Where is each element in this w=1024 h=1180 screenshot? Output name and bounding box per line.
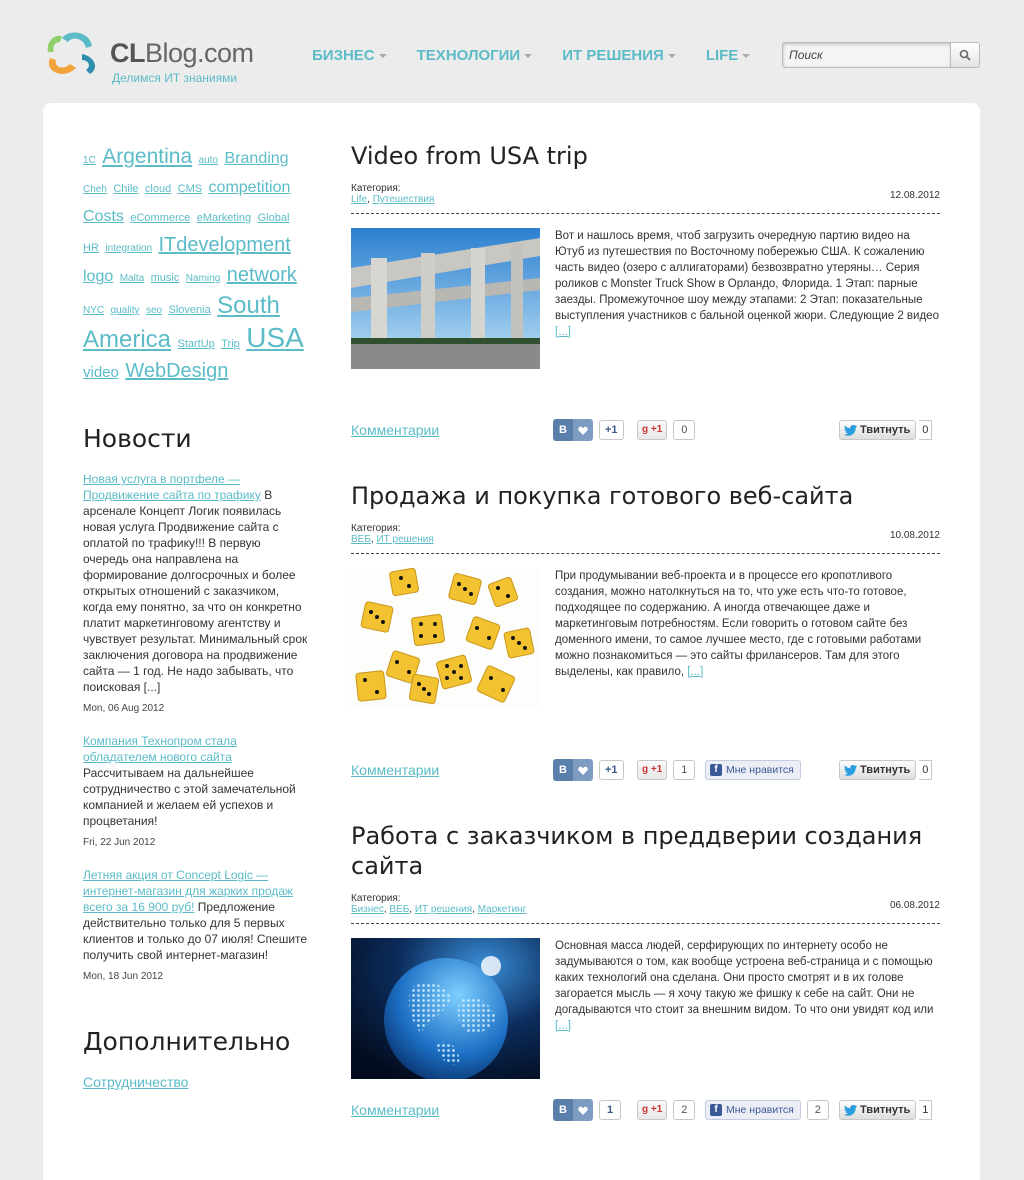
twitter-bird-icon [844, 425, 857, 436]
tag-link[interactable]: America [83, 326, 172, 353]
post-categories: Бизнес, ВЕБ, ИТ решения, Маркетинг [351, 904, 527, 915]
vk-like-count: +1 [599, 760, 624, 780]
tag-link[interactable]: Argentina [102, 145, 193, 168]
tag-link[interactable]: Slovenia [168, 304, 211, 316]
tweet-count: 0 [919, 760, 932, 780]
tag-link[interactable]: 1C [83, 155, 96, 166]
news-item [83, 471, 308, 717]
tag-link[interactable]: music [150, 272, 180, 284]
tag-link[interactable]: cloud [144, 183, 172, 195]
tag-link[interactable]: Chile [113, 183, 139, 195]
news-item [83, 733, 308, 851]
vk-like-button[interactable] [553, 419, 624, 441]
google-plus-count: 2 [673, 1100, 695, 1120]
tag-link[interactable]: Costs [83, 208, 124, 225]
post-categories: ВЕБ, ИТ решения [351, 534, 434, 545]
read-more-link[interactable]: [...] [555, 326, 571, 338]
nav-tehnologii[interactable]: ТЕХНОЛОГИИ [417, 47, 533, 64]
logo-title: CLBlog.com [110, 38, 254, 68]
category-link[interactable]: Путешествия [372, 194, 435, 205]
search-button[interactable] [950, 42, 980, 68]
google-plus-button[interactable] [637, 759, 695, 781]
tag-link[interactable]: eMarketing [196, 212, 252, 224]
tag-cloud [83, 143, 308, 386]
tag-link[interactable]: auto [198, 155, 219, 166]
news-link[interactable]: Компания Технопром стала обладателем нового сайта [83, 734, 237, 764]
tweet-count: 0 [919, 420, 932, 440]
tweet-button[interactable] [839, 1099, 932, 1121]
tweet-button-label: Твитнуть [839, 1100, 916, 1120]
category-link[interactable]: ИТ решения [414, 904, 473, 915]
tag-link[interactable]: video [83, 364, 119, 381]
post-social-bar [351, 1099, 940, 1123]
tag-link[interactable]: integration [105, 243, 153, 254]
post-date: 06.08.2012 [889, 900, 940, 911]
tweet-button-label: Твитнуть [839, 420, 916, 440]
post-title[interactable] [351, 481, 940, 511]
tweet-button-label: Твитнуть [839, 760, 916, 780]
post-body [351, 228, 940, 369]
post-meta [351, 183, 940, 214]
tweet-button[interactable] [839, 419, 932, 441]
google-plus-button[interactable] [637, 419, 695, 441]
post-body [351, 568, 940, 709]
comments-link[interactable]: Комментарии [351, 762, 440, 778]
post-meta [351, 523, 940, 554]
news-link[interactable]: Летняя акция от Concept Logic — интернет-магазин для жарких продаж всего за 16 900 руб! [83, 868, 293, 914]
category-link[interactable]: Бизнес [351, 904, 384, 915]
news-date: Mon, 06 Aug 2012 [83, 703, 165, 714]
post-title-link[interactable]: Video from USA trip [351, 142, 588, 170]
heart-icon [573, 759, 593, 781]
tag-link[interactable]: competition [208, 179, 291, 196]
news-link[interactable]: Новая услуга в портфеле — Продвижение сайта по трафику [83, 472, 261, 502]
tag-link[interactable]: Naming [185, 273, 221, 284]
post [351, 821, 940, 1161]
main-nav [312, 47, 750, 64]
news-text: Рассчитываем на дальнейшее сотрудничество с этой замечательной компанией и желаем ей успехов и процветания! [83, 766, 296, 828]
vk-logo-icon: В [553, 759, 573, 781]
search-form [782, 42, 980, 68]
heart-icon [573, 419, 593, 441]
tag-link[interactable]: CMS [177, 183, 203, 195]
post-excerpt: При продумывании веб-проекта и в процессе его кропотливого создания, можно натолкнуться на то, что уже есть что-то готовое, подходящее по содержанию. А иногда отвечающее даже и маркетинговым потребностям. Если говорить о готовом сайте без доменного имени, то самое лучшее место, где с готовыми работами можно познакомиться — это сайты фрилансеров. Там для этого выделены, как правило, [...] [555, 570, 922, 678]
vk-logo-icon: В [553, 1099, 573, 1121]
tag-link[interactable]: NYC [83, 305, 105, 316]
vk-like-button[interactable] [553, 759, 624, 781]
comments-link[interactable]: Комментарии [351, 1102, 440, 1118]
twitter-bird-icon [844, 1105, 857, 1116]
tweet-button[interactable] [839, 759, 932, 781]
post-title[interactable] [351, 821, 940, 881]
post-meta [351, 893, 940, 924]
search-input[interactable] [782, 42, 952, 68]
facebook-like-button[interactable] [705, 1099, 829, 1121]
tag-link[interactable]: HR [83, 242, 99, 254]
post [351, 141, 940, 481]
category-link[interactable]: ВЕБ [351, 534, 371, 545]
cooperation-link[interactable]: Сотрудничество [83, 1074, 189, 1090]
news-date: Fri, 22 Jun 2012 [83, 837, 156, 848]
post-social-bar [351, 759, 940, 783]
post-title[interactable] [351, 141, 940, 171]
news-text: Предложение действительно только для 5 первых клиентов и только до 07 июля! Спешите получить свой интернет-магазин! [83, 900, 308, 962]
google-plus-icon: g +1 [637, 420, 667, 440]
post-thumbnail-globe[interactable] [351, 938, 540, 1079]
post-excerpt: Основная масса людей, серфирующих по интернету особо не задумываются о том, как вообще устроена веб-страница и с помощью каких технологий она сделана. Они просто смотрят и в их голове загорается мысль — я хочу такую же фишку к себе на сайт. Они не догадываются что стоит за внешним видом. То что они увидят код или [...] [555, 940, 934, 1032]
post-thumbnail-dice[interactable] [351, 568, 540, 709]
logo-subtitle: Делимся ИТ знаниями [112, 71, 238, 85]
post-title-link[interactable]: Работа с заказчиком в преддверии создания сайта [351, 822, 923, 880]
category-label: Категория: [351, 893, 401, 904]
tag-link[interactable]: Global [257, 212, 290, 224]
google-plus-icon: g +1 [637, 760, 667, 780]
facebook-like-button[interactable] [705, 759, 801, 781]
chevron-down-icon [379, 54, 387, 58]
tag-link[interactable]: network [226, 264, 297, 286]
post-body [351, 938, 940, 1079]
category-link[interactable]: Маркетинг [477, 904, 527, 915]
post-list [351, 141, 940, 1161]
news-heading: Новости [83, 424, 192, 453]
vk-like-count: 1 [599, 1100, 621, 1120]
google-plus-count: 1 [673, 760, 695, 780]
tag-link[interactable]: seo [145, 305, 163, 316]
post-social-bar [351, 419, 940, 443]
tag-link[interactable]: South [217, 292, 280, 319]
chevron-down-icon [668, 54, 676, 58]
extra-heading: Дополнительно [83, 1027, 291, 1056]
nav-life[interactable]: LIFE [706, 47, 751, 64]
site-header [0, 0, 1024, 100]
post [351, 481, 940, 821]
category-link[interactable]: ИТ решения [376, 534, 434, 545]
content-panel [43, 103, 980, 1180]
facebook-icon: f [710, 764, 722, 776]
tag-link[interactable]: ITdevelopment [158, 234, 291, 256]
news-text: В арсенале Концепт Логик появилась новая услуга Продвижение сайта с оплатой по трафику!!! В первую очередь она направлена на формирование долгосрочных и более открытых отношений с заказчиком, когда ему понятно, за что он конкретно платит маркетинговому агентству и чувствует результат. Минимальный срок заключения договора на продвижение сайта — 1 год. Не надо забывать, что поисковая [...] [83, 488, 308, 694]
tag-link[interactable]: StartUp [177, 338, 215, 350]
facebook-like-count: 2 [807, 1100, 829, 1120]
tag-link[interactable]: quality [110, 305, 140, 316]
news-date: Mon, 18 Jun 2012 [83, 971, 164, 982]
tag-link[interactable]: WebDesign [125, 360, 229, 382]
category-link[interactable]: ВЕБ [389, 904, 410, 915]
post-date: 12.08.2012 [889, 190, 940, 201]
facebook-like-label: f Мне нравится [705, 1100, 801, 1120]
site-logo[interactable] [42, 28, 254, 88]
facebook-like-label: f Мне нравится [705, 760, 801, 780]
search-icon [959, 49, 971, 61]
tag-link[interactable]: eCommerce [130, 212, 191, 224]
news-item [83, 867, 308, 985]
google-plus-button[interactable] [637, 1099, 695, 1121]
chevron-down-icon [742, 54, 750, 58]
chevron-down-icon [524, 54, 532, 58]
google-plus-icon: g +1 [637, 1100, 667, 1120]
category-label: Категория: [351, 183, 401, 194]
category-label: Категория: [351, 523, 401, 534]
nav-it-resheniya[interactable]: ИТ РЕШЕНИЯ [562, 47, 676, 64]
post-categories: Life, Путешествия [351, 194, 435, 205]
vk-logo-icon: В [553, 419, 573, 441]
comments-link[interactable]: Комментарии [351, 422, 440, 438]
tag-link[interactable]: USA [246, 322, 304, 353]
tag-link[interactable]: Trip [221, 338, 240, 350]
tag-link[interactable]: logo [83, 268, 114, 285]
tweet-count: 1 [919, 1100, 932, 1120]
vk-like-count: +1 [599, 420, 624, 440]
tag-link[interactable]: Malta [119, 273, 145, 284]
twitter-bird-icon [844, 765, 857, 776]
read-more-link[interactable]: [...] [687, 666, 704, 678]
facebook-icon: f [710, 1104, 722, 1116]
heart-icon [573, 1099, 593, 1121]
tag-link[interactable]: Cheh [83, 184, 107, 195]
sidebar [83, 143, 308, 1092]
post-excerpt: Вот и нашлось время, чтоб загрузить очередную партию видео на Ютуб из путешествия по Восточному побережью США. К сожалению часть видео (озеро с аллигаторами) безвозвратно утеряны… Серия роликов с Monster Truck Show в Орландо, Флорида. 1 Этап: парные заезды. Промежуточное шоу между этапами: 2 Этап: показательные выступления участников с бальной оценкой жюри. Следующие 2 видео [...] [555, 230, 939, 338]
read-more-link[interactable]: [...] [555, 1020, 571, 1032]
google-plus-count: 0 [673, 420, 695, 440]
news-list [83, 471, 308, 985]
category-link[interactable]: Life [351, 194, 368, 205]
nav-biznes[interactable]: БИЗНЕС [312, 47, 387, 64]
logo-icon [42, 28, 102, 78]
vk-like-button[interactable] [553, 1099, 621, 1121]
tag-link[interactable]: Branding [224, 150, 289, 167]
post-thumbnail-highway[interactable] [351, 228, 540, 369]
post-date: 10.08.2012 [889, 530, 940, 541]
post-title-link[interactable]: Продажа и покупка готового веб-сайта [351, 482, 854, 510]
